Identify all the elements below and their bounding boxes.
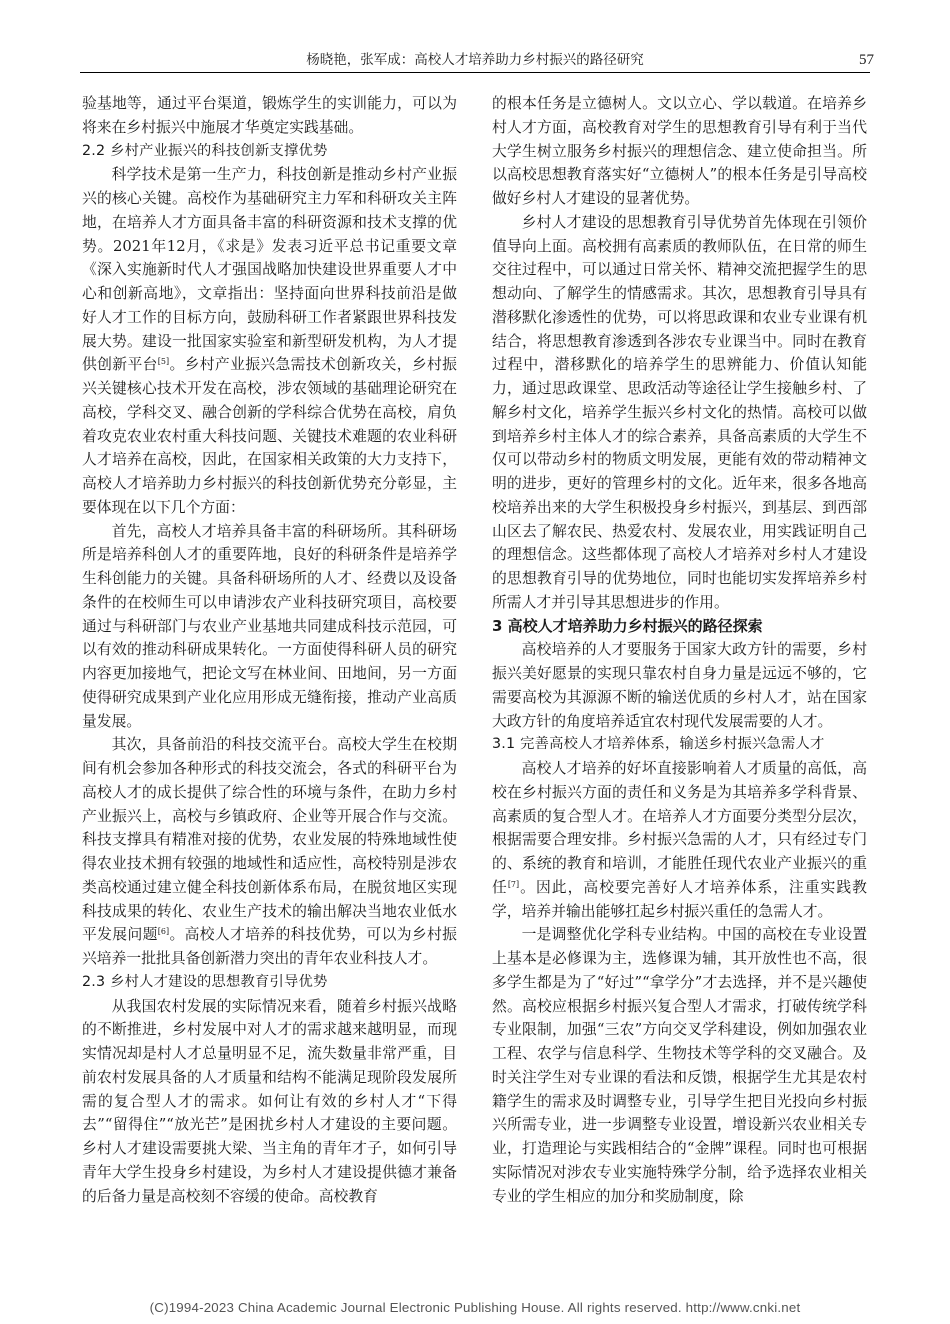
paragraph <box>82 163 457 519</box>
running-title: 杨晓艳，张军成：高校人才培养助力乡村振兴的路径研究 <box>306 52 644 68</box>
left-column <box>82 92 457 1208</box>
paragraph: 高校培养的人才要服务于国家大政方针的需要，乡村振兴美好愿景的实现只靠农村自身力量是远远不够的，它需要高校为其源源不断的输送优质的乡村人才，站在国家大政方针的角度培养适宜农村现代发展需要的人才。 <box>492 641 867 730</box>
paragraph: 首先，高校人才培养具备丰富的科研场所。其科研场所是培养科创人才的重要阵地，良好的科研条件是培养学生科创能力的关键。具备科研场所的人才、经费以及设备条件的在校师生可以申请涉农产业科技研究项目，高校要通过与科研部门与农业产业基地共同建成科技示范园，可以有效的推动科研成果转化。一方面使得科研人员的研究内容更加接地气，把论文写在林业间、田地间，另一方面使得研究成果到产业化应用形成无缝衔接，推动产业高质量发展。 <box>82 522 457 730</box>
page-number: 57 <box>859 52 874 68</box>
paragraph-text: 高校人才培养的好坏直接影响着人才质量的高低，高校在乡村振兴方面的责任和义务是为其培养多学科背景、高素质的复合型人才。在培养人才方面要分类型分层次，根据需要合理安排。乡村振兴急需的人才，只有经过专门的、系统的教育和培训，才能胜任现代农业产业振兴的重任 <box>492 760 867 896</box>
citation: [6] <box>157 927 170 937</box>
section-2-3-heading: 2.3 乡村人才建设的思想教育引导优势 <box>82 973 328 990</box>
paragraph-text: 。因此，高校要完善好人才培养体系，注重实践教学，培养并输出能够扛起乡村振兴重任的急需人才。 <box>492 878 867 920</box>
section-2-2-heading: 2.2 乡村产业振兴的科技创新支撑优势 <box>82 142 328 159</box>
paragraph-continued: 验基地等，通过平台渠道，锻炼学生的实训能力，可以为将来在乡村振兴中施展才华奠定实践基础。 <box>82 95 457 136</box>
paragraph-text: 科学技术是第一生产力，科技创新是推动乡村产业振兴的核心关键。高校作为基础研究主力军和科研攻关主阵地，在培养人才方面具备丰富的科研资源和技术支撑的优势。2021年12月，《求是》发表习近平总书记重要文章《深入实施新时代人才强国战略加快建设世界重要人才中心和创新高地》，文章指出：坚持面向世界科技前沿是做好人才工作的目标方向，鼓励科研工作者紧跟世界科技发展大势。建设一批国家实验室和新型研发机构，为人才提供创新平台 <box>82 166 457 374</box>
paragraph: 从我国农村发展的实际情况来看，随着乡村振兴战略的不断推进，乡村发展中对人才的需求越来越明显，而现实情况却是村人才总量明显不足，流失数量非常严重，目前农村发展具备的人才质量和结构不能满足现阶段发展所需的复合型人才的需求。如何让有效的乡村人才“下得去”“留得住”“放光芒”是困扰乡村人才建设的主要问题。乡村人才建设需要挑大梁、当主角的青年才子，如何引导青年大学生投身乡村建设，为乡村人才建设提供德才兼备的后备力量是高校刻不容缓的使命。高校教育 <box>82 997 457 1205</box>
citation: [7] <box>507 879 520 889</box>
paragraph <box>82 733 457 971</box>
section-3-heading: 3 高校人才培养助力乡村振兴的路径探索 <box>492 616 763 635</box>
paragraph-text: 。高校人才培养的科技优势，可以为乡村振兴培养一批批具备创新潜力突出的青年农业科技人才。 <box>82 926 457 967</box>
paragraph: 一是调整优化学科专业结构。中国的高校在专业设置上基本是必修课为主，选修课为辅，其开放性也不高，很多学生都是为了“好过”“拿学分”才去选择，并不是兴趣使然。高校应根据乡村振兴复合型人才需求，打破传统学科专业限制，加强“三农”方向交叉学科建设，例如加强农业工程、农学与信息科学、生物技术等学科的交叉融合。及时关注学生对专业课的看法和反馈，根据学生尤其是农村籍学生的需求及时调整专业，引导学生把目光投向乡村振兴所需专业，进一步调整专业设置，增设新兴农业相关专业，打造理论与实践相结合的“金牌”课程。同时也可根据实际情况对涉农专业实施特殊学分制，给予选择农业相关专业的学生相应的加分和奖励制度，除 <box>492 926 867 1205</box>
paragraph: 乡村人才建设的思想教育引导优势首先体现在引领价值导向上面。高校拥有高素质的教师队伍，在日常的师生交往过程中，可以通过日常关怀、精神交流把握学生的思想动向、了解学生的情感需求。其次，思想教育引导具有潜移默化渗透性的优势，可以将思政课和农业专业课有机结合，将思想教育渗透到各涉农专业课当中。同时在教育过程中，潜移默化的培养学生的思辨能力、价值认知能力，通过思政课堂、思政活动等途径让学生接触乡村、了解乡村文化，培养学生振兴乡村文化的热情。高校可以做到培养乡村主体人才的综合素养，具备高素质的大学生不仅可以带动乡村的物质文明发展，更能有效的带动精神文明的进步，更好的管理乡村的文化。近年来，很多各地高校培养出来的大学生积极投身乡村振兴，到基层、到西部山区去了解农民、热爱农村、发展农业，用实践证明自己的理想信念。这些都体现了高校人才培养对乡村人才建设的思想教育引导的优势地位，同时也能切实发挥培养乡村所需人才并引导其思想进步的作用。 <box>492 213 867 611</box>
paragraph-continued: 的根本任务是立德树人。文以立心、学以载道。在培养乡村人才方面，高校教育对学生的思想教育引导有利于当代大学生树立服务乡村振兴的理想信念、建立使命担当。所以高校思想教育落实好“立德树人”的根本任务是引导高校做好乡村人才建设的显著优势。 <box>492 95 867 207</box>
citation: [5] <box>157 357 170 367</box>
paragraph <box>492 757 867 923</box>
running-header <box>80 44 874 73</box>
section-3-1-heading: 3.1 完善高校人才培养体系，输送乡村振兴急需人才 <box>492 736 825 753</box>
copyright-footer: (C)1994-2023 China Academic Journal Electronic Publishing House. All rights reserved. http://www.cnki.net <box>149 1300 801 1315</box>
right-column <box>492 92 867 1208</box>
paragraph-text: 其次，具备前沿的科技交流平台。高校大学生在校期间有机会参加各种形式的科技交流会，各式的科研平台为高校人才的成长提供了综合性的环境与条件，在助力乡村产业振兴上，高校与乡镇政府、企业等开展合作与交流。科技支撑具有精准对接的优势，农业发展的特殊地域性使得农业技术拥有较强的地域性和适应性，高校特别是涉农类高校通过建立健全科技创新体系布局，在脱贫地区实现科技成果的转化、农业生产技术的输出解决当地农业低水平发展问题 <box>82 736 457 944</box>
paragraph-text: 。乡村产业振兴急需技术创新攻关，乡村振兴关键核心技术开发在高校，涉农领域的基础理论研究在高校，学科交叉、融合创新的学科综合优势在高校，肩负着攻克农业农村重大科技问题、关键技术难题的农业科研人才培养在高校，因此，在国家相关政策的大力支持下，高校人才培养助力乡村振兴的科技创新优势充分彰显，主要体现在以下几个方面： <box>82 356 457 516</box>
